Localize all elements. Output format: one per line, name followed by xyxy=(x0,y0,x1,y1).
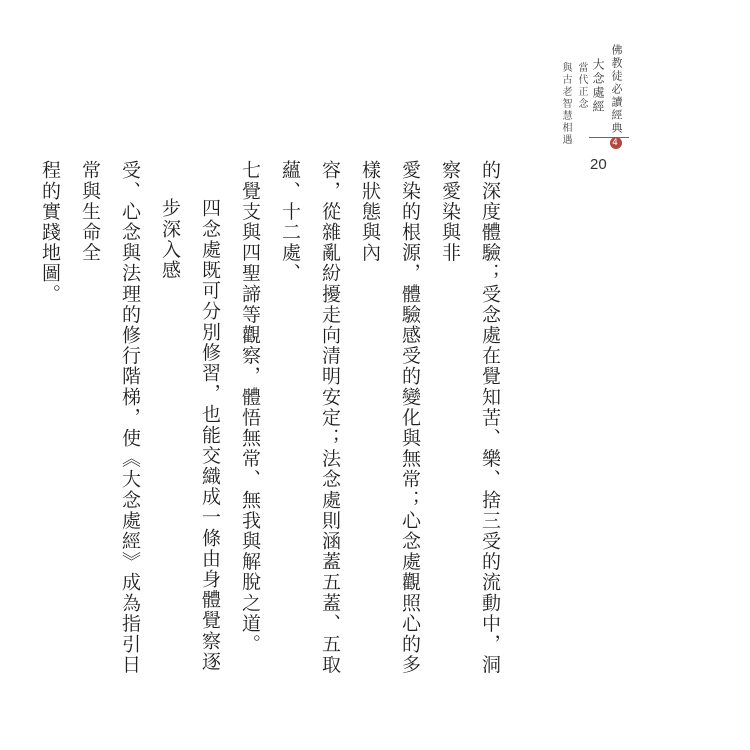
page-number: 20 xyxy=(590,156,607,173)
body-text xyxy=(0,160,510,690)
text-column: 受、心念與法理的修行階梯，使《大念處經》成為指引日常與生命全 xyxy=(79,160,141,675)
volume-badge: 4 xyxy=(610,137,622,149)
book-subtitle-line-2: 與古老智慧相遇 xyxy=(560,62,571,146)
text-column: 容，從雜亂紛擾走向清明安定；法念處則涵蓋五蓋、五取蘊、十二處、 xyxy=(279,160,341,675)
text-column: 七覺支與四聖諦等觀察，體悟無常、無我與解脫之道。 xyxy=(239,160,261,655)
text-column: 程的實踐地圖。 xyxy=(39,160,61,305)
text-column: 四念處既可分別修習，也能交織成一條由身體覺察逐步深入感 xyxy=(159,198,221,672)
series-name: 佛教徒必讀經典 xyxy=(610,44,623,135)
book-title: 大念處經 xyxy=(591,58,605,114)
text-column: 愛染的根源，體驗感受的變化與無常；心念處觀照心的多樣狀態與內 xyxy=(359,160,421,675)
text-column: 的深度體驗；受念處在覺知苦、樂、捨三受的流動中，洞察愛染與非 xyxy=(439,160,501,675)
series-title xyxy=(610,44,622,149)
book-subtitle-line-1: 當代正念 xyxy=(576,62,587,110)
header-rule xyxy=(589,137,629,138)
